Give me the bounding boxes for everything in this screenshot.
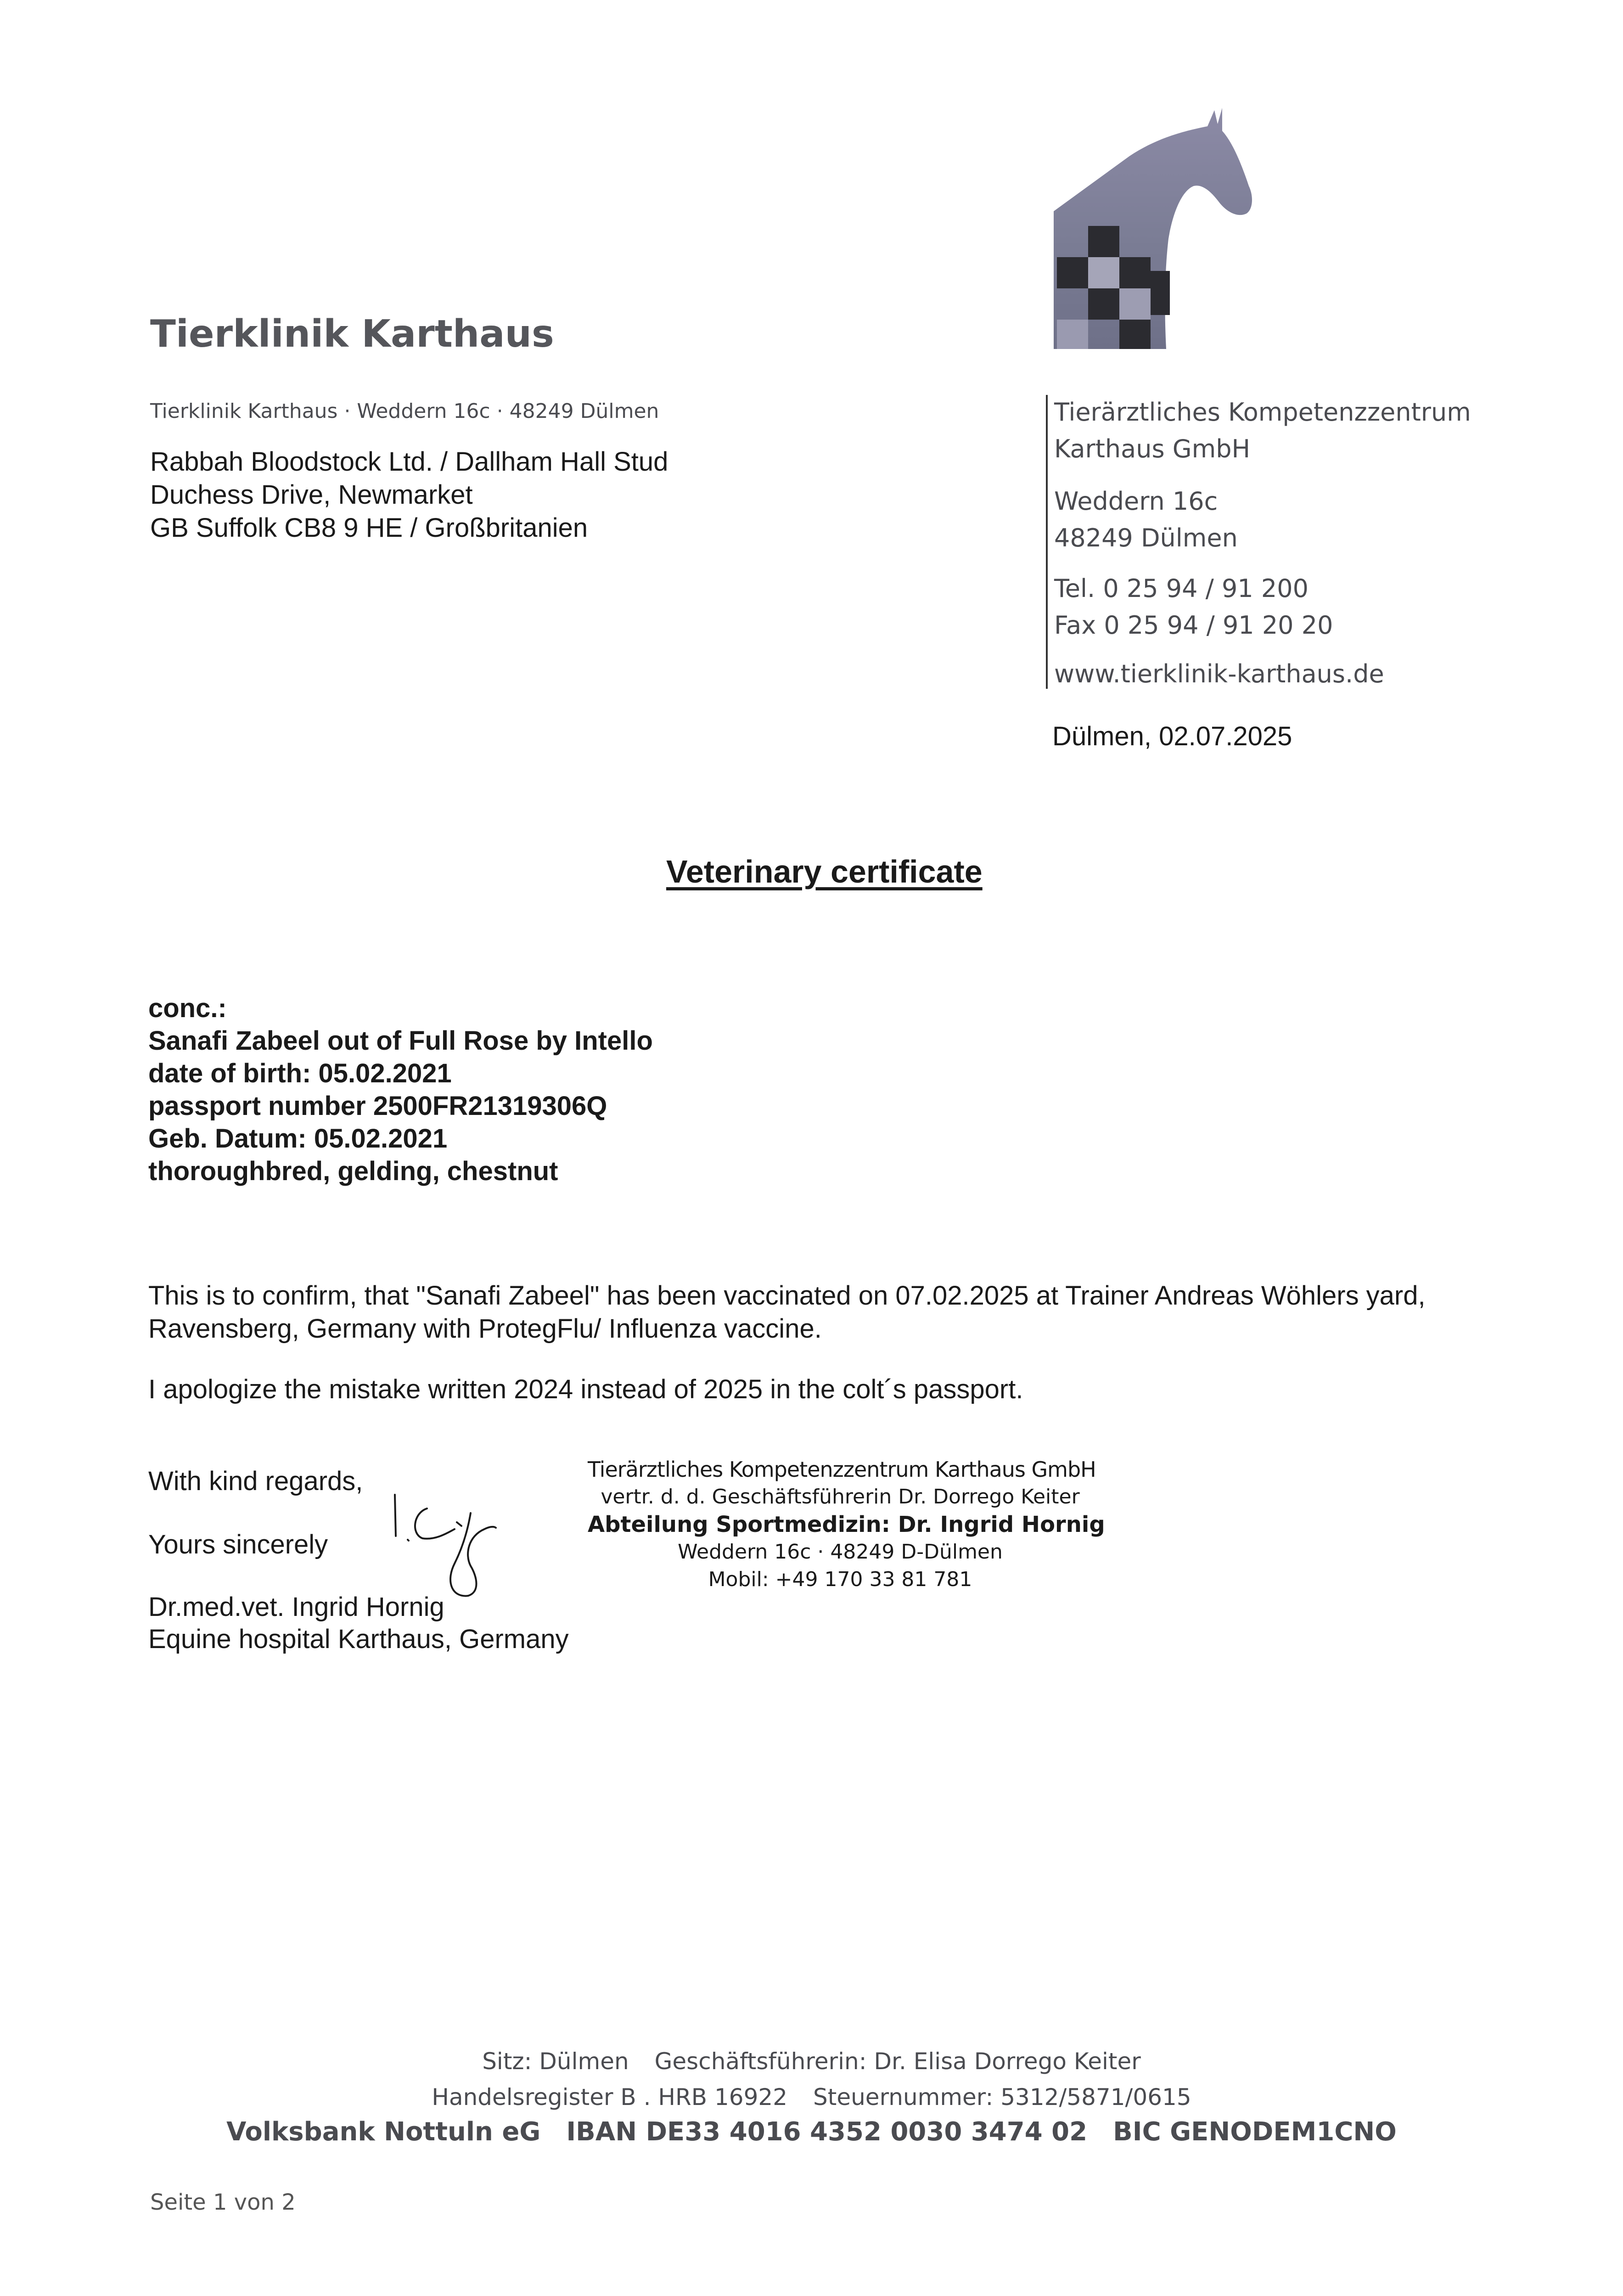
clinic-stamp	[588, 1456, 1105, 1593]
document-title: Veterinary certificate	[666, 854, 983, 889]
company-name-2: Karthaus GmbH	[1054, 434, 1251, 463]
brand-name: Tierklinik Karthaus	[150, 312, 554, 356]
recipient-line: Duchess Drive, Newmarket	[150, 480, 473, 510]
body-line: Ravensberg, Germany with ProtegFlu/ Influenza vaccine.	[148, 1314, 822, 1344]
stamp-line: Tierärztliches Kompetenzzentrum Karthaus GmbH	[588, 1457, 1096, 1482]
footer-bic: BIC GENODEM1CNO	[1113, 2117, 1397, 2147]
signer-name: Dr.med.vet. Ingrid Hornig	[148, 1592, 444, 1622]
company-fax: Fax 0 25 94 / 91 20 20	[1054, 611, 1333, 640]
company-city: 48249 Dülmen	[1054, 523, 1238, 552]
stamp-line: Mobil: +49 170 33 81 781	[708, 1568, 972, 1591]
recipient-line: GB Suffolk CB8 9 HE / Großbritanien	[150, 513, 588, 543]
recipient-line: Rabbah Bloodstock Ltd. / Dallham Hall Stud	[150, 447, 668, 477]
horse-head-logo-icon	[1051, 106, 1263, 354]
footer-iban: IBAN DE33 4016 4352 0030 3474 02	[566, 2117, 1088, 2147]
footer-row-1	[0, 2048, 1623, 2075]
body-paragraph-1	[148, 1279, 1426, 1345]
closing-regards: With kind regards,	[148, 1466, 363, 1496]
footer-register: Handelsregister B . HRB 16922	[432, 2084, 788, 2110]
page-number: Seite 1 von 2	[150, 2189, 296, 2215]
recipient-address	[150, 445, 668, 545]
sidebar-divider	[1046, 395, 1048, 689]
company-website[interactable]: www.tierklinik-karthaus.de	[1054, 659, 1384, 688]
company-web-block	[1054, 656, 1384, 692]
stamp-line: Abteilung Sportmedizin: Dr. Ingrid Hornig	[588, 1512, 1105, 1537]
subject-geb: Geb. Datum: 05.02.2021	[148, 1124, 448, 1154]
footer-row-2	[0, 2084, 1623, 2110]
footer-bank: Volksbank Nottuln eG	[226, 2117, 541, 2147]
letter-date: Dülmen, 02.07.2025	[1052, 721, 1292, 751]
stamp-line: Weddern 16c · 48249 D-Dülmen	[678, 1540, 1003, 1564]
subject-horse: Sanafi Zabeel out of Full Rose by Intello	[148, 1026, 653, 1056]
body-line: This is to confirm, that "Sanafi Zabeel" has been vaccinated on 07.02.2025 at Trainer Andreas Wöhlers yard,	[148, 1281, 1426, 1311]
company-contact	[1054, 570, 1333, 644]
stamp-line: vertr. d. d. Geschäftsführerin Dr. Dorrego Keiter	[601, 1485, 1080, 1508]
company-block	[1054, 394, 1471, 467]
footer-row-3	[0, 2117, 1623, 2147]
sender-line: Tierklinik Karthaus · Weddern 16c · 48249 Dülmen	[150, 400, 659, 423]
company-tel: Tel. 0 25 94 / 91 200	[1054, 574, 1309, 603]
company-address	[1054, 483, 1238, 557]
closing-sincerely: Yours sincerely	[148, 1530, 328, 1559]
company-name: Tierärztliches Kompetenzzentrum	[1054, 398, 1471, 427]
subject-conc: conc.:	[148, 993, 227, 1023]
subject-block	[148, 992, 653, 1187]
subject-passport: passport number 2500FR21319306Q	[148, 1091, 607, 1121]
footer-sitz: Sitz: Dülmen	[482, 2048, 629, 2075]
company-street: Weddern 16c	[1054, 487, 1218, 516]
signer-org: Equine hospital Karthaus, Germany	[148, 1624, 569, 1654]
footer-managing-director: Geschäftsführerin: Dr. Elisa Dorrego Keiter	[654, 2048, 1141, 2075]
subject-dob: date of birth: 05.02.2021	[148, 1058, 452, 1088]
body-paragraph-2: I apologize the mistake written 2024 instead of 2025 in the colt´s passport.	[148, 1374, 1023, 1404]
footer-tax-number: Steuernummer: 5312/5871/0615	[813, 2084, 1191, 2110]
subject-desc: thoroughbred, gelding, chestnut	[148, 1156, 558, 1186]
